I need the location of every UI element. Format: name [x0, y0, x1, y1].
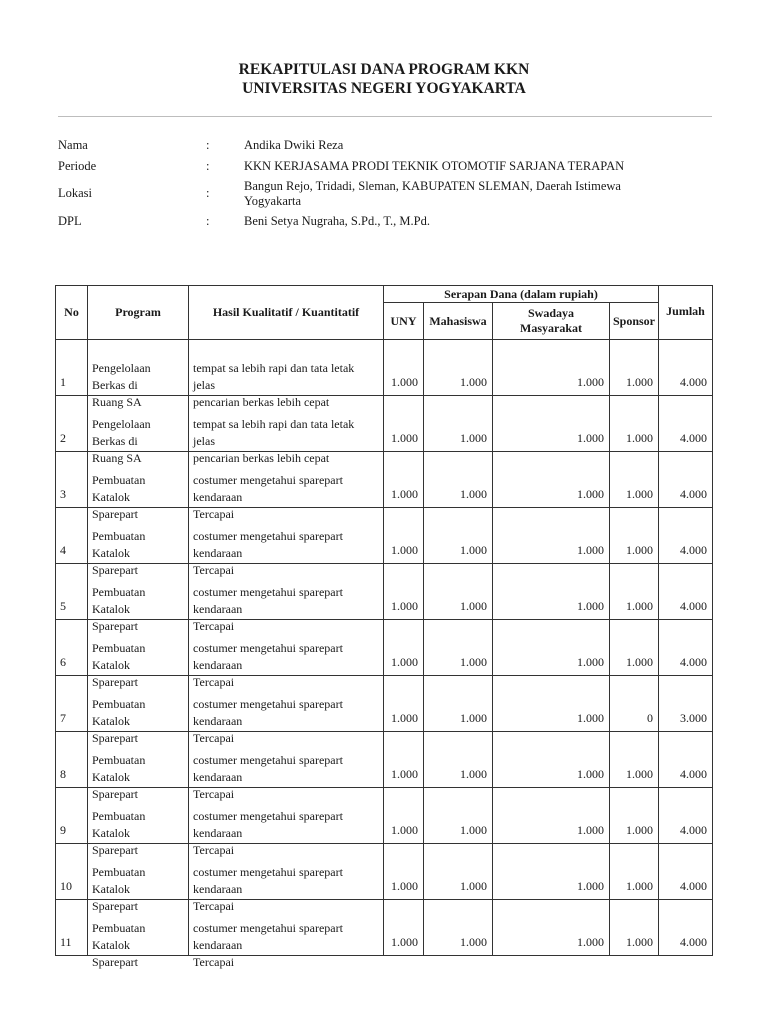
- program-line: Pembuatan: [92, 585, 146, 599]
- hasil-line: pencarian berkas lebih cepat: [193, 451, 330, 465]
- cell-no: 6: [56, 620, 88, 676]
- hasil-line: jelas: [193, 378, 215, 392]
- cell-uny: 1.000: [384, 340, 424, 396]
- hasil-line: kendaraan: [193, 770, 243, 784]
- hasil-line: kendaraan: [193, 658, 243, 672]
- cell-program: [88, 340, 189, 409]
- cell-jumlah: 4.000: [659, 900, 713, 956]
- cell-swadaya: 1.000: [493, 452, 610, 508]
- header-mahasiswa: Mahasiswa: [424, 303, 493, 340]
- program-line: Katalok: [92, 714, 130, 728]
- cell-swadaya: 1.000: [493, 900, 610, 956]
- cell-sponsor: 1.000: [610, 564, 659, 620]
- program-line: Katalok: [92, 658, 130, 672]
- cell-swadaya: 1.000: [493, 620, 610, 676]
- cell-hasil: [189, 900, 384, 969]
- cell-swadaya: 1.000: [493, 676, 610, 732]
- cell-no: 1: [56, 340, 88, 396]
- hasil-line: costumer mengetahui sparepart: [193, 641, 343, 655]
- cell-sponsor: 1.000: [610, 732, 659, 788]
- cell-mahasiswa: 1.000: [424, 340, 493, 396]
- program-line: Pembuatan: [92, 865, 146, 879]
- cell-sponsor: 1.000: [610, 844, 659, 900]
- program-line: Sparepart: [92, 955, 138, 969]
- lokasi-label: Lokasi: [58, 186, 93, 200]
- header-sponsor: Sponsor: [610, 303, 659, 340]
- cell-sponsor: 1.000: [610, 620, 659, 676]
- cell-program: [88, 900, 189, 969]
- program-line: Sparepart: [92, 787, 138, 801]
- colon: :: [206, 186, 210, 200]
- cell-sponsor: 1.000: [610, 788, 659, 844]
- cell-swadaya: 1.000: [493, 788, 610, 844]
- hasil-line: Tercapai: [193, 507, 235, 521]
- header-uny: UNY: [384, 303, 424, 340]
- program-line: Katalok: [92, 602, 130, 616]
- cell-hasil: [189, 340, 384, 409]
- cell-jumlah: 4.000: [659, 340, 713, 396]
- colon: :: [206, 138, 210, 152]
- cell-swadaya: 1.000: [493, 564, 610, 620]
- cell-hasil: [189, 732, 384, 801]
- hasil-line: costumer mengetahui sparepart: [193, 753, 343, 767]
- table-row: [56, 844, 713, 900]
- program-line: Sparepart: [92, 843, 138, 857]
- cell-no: 9: [56, 788, 88, 844]
- hasil-line: costumer mengetahui sparepart: [193, 921, 343, 935]
- lokasi-value: [244, 179, 674, 209]
- cell-uny: 1.000: [384, 620, 424, 676]
- program-line: Sparepart: [92, 619, 138, 633]
- cell-no: 7: [56, 676, 88, 732]
- cell-uny: 1.000: [384, 396, 424, 452]
- program-line: Katalok: [92, 770, 130, 784]
- cell-uny: 1.000: [384, 676, 424, 732]
- program-line: Pembuatan: [92, 473, 146, 487]
- cell-mahasiswa: 1.000: [424, 396, 493, 452]
- cell-program: [88, 732, 189, 801]
- periode-value: KKN KERJASAMA PRODI TEKNIK OTOMOTIF SARJANA TERAPAN: [244, 159, 625, 173]
- rekap-table: [55, 285, 713, 969]
- table-row: [56, 900, 713, 956]
- cell-mahasiswa: 1.000: [424, 620, 493, 676]
- hasil-line: kendaraan: [193, 602, 243, 616]
- cell-mahasiswa: 1.000: [424, 844, 493, 900]
- header-jumlah: Jumlah: [659, 286, 713, 340]
- title-line-2: UNIVERSITAS NEGERI YOGYAKARTA: [242, 80, 526, 97]
- cell-hasil: [189, 452, 384, 521]
- cell-uny: 1.000: [384, 508, 424, 564]
- program-line: Pembuatan: [92, 529, 146, 543]
- cell-hasil: [189, 844, 384, 913]
- program-line: Ruang SA: [92, 451, 142, 465]
- cell-jumlah: 4.000: [659, 788, 713, 844]
- cell-program: [88, 788, 189, 857]
- cell-uny: 1.000: [384, 452, 424, 508]
- table-row: [56, 452, 713, 508]
- table-row: [56, 620, 713, 676]
- program-line: Berkas di: [92, 378, 138, 392]
- program-line: Pembuatan: [92, 641, 146, 655]
- hasil-line: costumer mengetahui sparepart: [193, 473, 343, 487]
- program-line: Katalok: [92, 826, 130, 840]
- cell-program: [88, 452, 189, 521]
- cell-hasil: [189, 676, 384, 745]
- cell-jumlah: 4.000: [659, 452, 713, 508]
- dpl-value: Beni Setya Nugraha, S.Pd., T., M.Pd.: [244, 214, 430, 228]
- cell-swadaya: 1.000: [493, 844, 610, 900]
- hasil-line: costumer mengetahui sparepart: [193, 809, 343, 823]
- hasil-line: kendaraan: [193, 714, 243, 728]
- cell-jumlah: 4.000: [659, 564, 713, 620]
- program-line: Pembuatan: [92, 753, 146, 767]
- cell-sponsor: 1.000: [610, 396, 659, 452]
- cell-hasil: [189, 396, 384, 465]
- cell-hasil: [189, 564, 384, 633]
- program-line: Sparepart: [92, 675, 138, 689]
- cell-uny: 1.000: [384, 732, 424, 788]
- hasil-line: pencarian berkas lebih cepat: [193, 395, 330, 409]
- header-serapan-dana: Serapan Dana (dalam rupiah): [384, 286, 659, 303]
- cell-sponsor: 1.000: [610, 900, 659, 956]
- cell-uny: 1.000: [384, 788, 424, 844]
- cell-swadaya: 1.000: [493, 732, 610, 788]
- hasil-line: Tercapai: [193, 955, 235, 969]
- program-line: Sparepart: [92, 731, 138, 745]
- document-title: [0, 60, 768, 98]
- dpl-label: DPL: [58, 214, 82, 228]
- cell-program: [88, 676, 189, 745]
- cell-swadaya: 1.000: [493, 340, 610, 396]
- cell-mahasiswa: 1.000: [424, 732, 493, 788]
- cell-jumlah: 4.000: [659, 844, 713, 900]
- cell-program: [88, 564, 189, 633]
- program-line: Katalok: [92, 938, 130, 952]
- hasil-line: Tercapai: [193, 787, 235, 801]
- colon: :: [206, 159, 210, 173]
- program-line: Sparepart: [92, 507, 138, 521]
- table-row: [56, 732, 713, 788]
- header-program: Program: [88, 286, 189, 340]
- cell-hasil: [189, 620, 384, 689]
- cell-no: 2: [56, 396, 88, 452]
- hasil-line: costumer mengetahui sparepart: [193, 585, 343, 599]
- cell-no: 5: [56, 564, 88, 620]
- periode-label: Periode: [58, 159, 97, 173]
- nama-label: Nama: [58, 138, 88, 152]
- program-line: Sparepart: [92, 899, 138, 913]
- cell-mahasiswa: 1.000: [424, 564, 493, 620]
- table-row: [56, 396, 713, 452]
- hasil-line: kendaraan: [193, 938, 243, 952]
- header-swadaya-line-2: Masyarakat: [520, 321, 582, 335]
- table-row: [56, 676, 713, 732]
- cell-uny: 1.000: [384, 844, 424, 900]
- hasil-line: Tercapai: [193, 619, 235, 633]
- program-line: Ruang SA: [92, 395, 142, 409]
- table-row: [56, 788, 713, 844]
- cell-hasil: [189, 508, 384, 577]
- cell-sponsor: 1.000: [610, 452, 659, 508]
- hasil-line: kendaraan: [193, 546, 243, 560]
- hasil-line: Tercapai: [193, 675, 235, 689]
- nama-value: Andika Dwiki Reza: [244, 138, 344, 152]
- header-divider: [58, 116, 712, 117]
- cell-uny: 1.000: [384, 900, 424, 956]
- cell-sponsor: 1.000: [610, 508, 659, 564]
- program-line: Katalok: [92, 490, 130, 504]
- hasil-line: kendaraan: [193, 882, 243, 896]
- hasil-line: tempat sa lebih rapi dan tata letak: [193, 417, 355, 431]
- cell-mahasiswa: 1.000: [424, 900, 493, 956]
- program-line: Pengelolaan: [92, 361, 151, 375]
- hasil-line: kendaraan: [193, 490, 243, 504]
- title-line-1: REKAPITULASI DANA PROGRAM KKN: [238, 61, 530, 78]
- hasil-line: kendaraan: [193, 826, 243, 840]
- cell-sponsor: 0: [610, 676, 659, 732]
- colon: :: [206, 214, 210, 228]
- cell-jumlah: 4.000: [659, 508, 713, 564]
- hasil-line: Tercapai: [193, 843, 235, 857]
- table-row: [56, 508, 713, 564]
- cell-mahasiswa: 1.000: [424, 452, 493, 508]
- cell-mahasiswa: 1.000: [424, 788, 493, 844]
- hasil-line: costumer mengetahui sparepart: [193, 529, 343, 543]
- program-line: Pembuatan: [92, 921, 146, 935]
- cell-program: [88, 844, 189, 913]
- cell-program: [88, 396, 189, 465]
- hasil-line: Tercapai: [193, 731, 235, 745]
- program-line: Pengelolaan: [92, 417, 151, 431]
- program-line: Pembuatan: [92, 697, 146, 711]
- program-line: Berkas di: [92, 434, 138, 448]
- hasil-line: Tercapai: [193, 563, 235, 577]
- cell-hasil: [189, 788, 384, 857]
- program-line: Sparepart: [92, 563, 138, 577]
- cell-no: 8: [56, 732, 88, 788]
- header-hasil: Hasil Kualitatif / Kuantitatif: [189, 286, 384, 340]
- cell-no: 3: [56, 452, 88, 508]
- program-line: Katalok: [92, 546, 130, 560]
- table-row: [56, 564, 713, 620]
- hasil-line: costumer mengetahui sparepart: [193, 697, 343, 711]
- cell-no: 4: [56, 508, 88, 564]
- hasil-line: costumer mengetahui sparepart: [193, 865, 343, 879]
- cell-sponsor: 1.000: [610, 340, 659, 396]
- header-no: No: [56, 286, 88, 340]
- cell-swadaya: 1.000: [493, 508, 610, 564]
- hasil-line: jelas: [193, 434, 215, 448]
- header-swadaya-line-1: Swadaya: [527, 306, 574, 320]
- lokasi-value-line-2: Yogyakarta: [244, 194, 302, 208]
- cell-jumlah: 4.000: [659, 732, 713, 788]
- cell-swadaya: 1.000: [493, 396, 610, 452]
- cell-jumlah: 4.000: [659, 396, 713, 452]
- cell-jumlah: 3.000: [659, 676, 713, 732]
- header-swadaya: [493, 303, 610, 340]
- cell-jumlah: 4.000: [659, 620, 713, 676]
- cell-mahasiswa: 1.000: [424, 676, 493, 732]
- lokasi-value-line-1: Bangun Rejo, Tridadi, Sleman, KABUPATEN SLEMAN, Daerah Istimewa: [244, 179, 621, 193]
- hasil-line: Tercapai: [193, 899, 235, 913]
- hasil-line: tempat sa lebih rapi dan tata letak: [193, 361, 355, 375]
- cell-mahasiswa: 1.000: [424, 508, 493, 564]
- program-line: Katalok: [92, 882, 130, 896]
- cell-no: 11: [56, 900, 88, 956]
- cell-uny: 1.000: [384, 564, 424, 620]
- cell-program: [88, 508, 189, 577]
- table-row: [56, 340, 713, 396]
- cell-no: 10: [56, 844, 88, 900]
- program-line: Pembuatan: [92, 809, 146, 823]
- cell-program: [88, 620, 189, 689]
